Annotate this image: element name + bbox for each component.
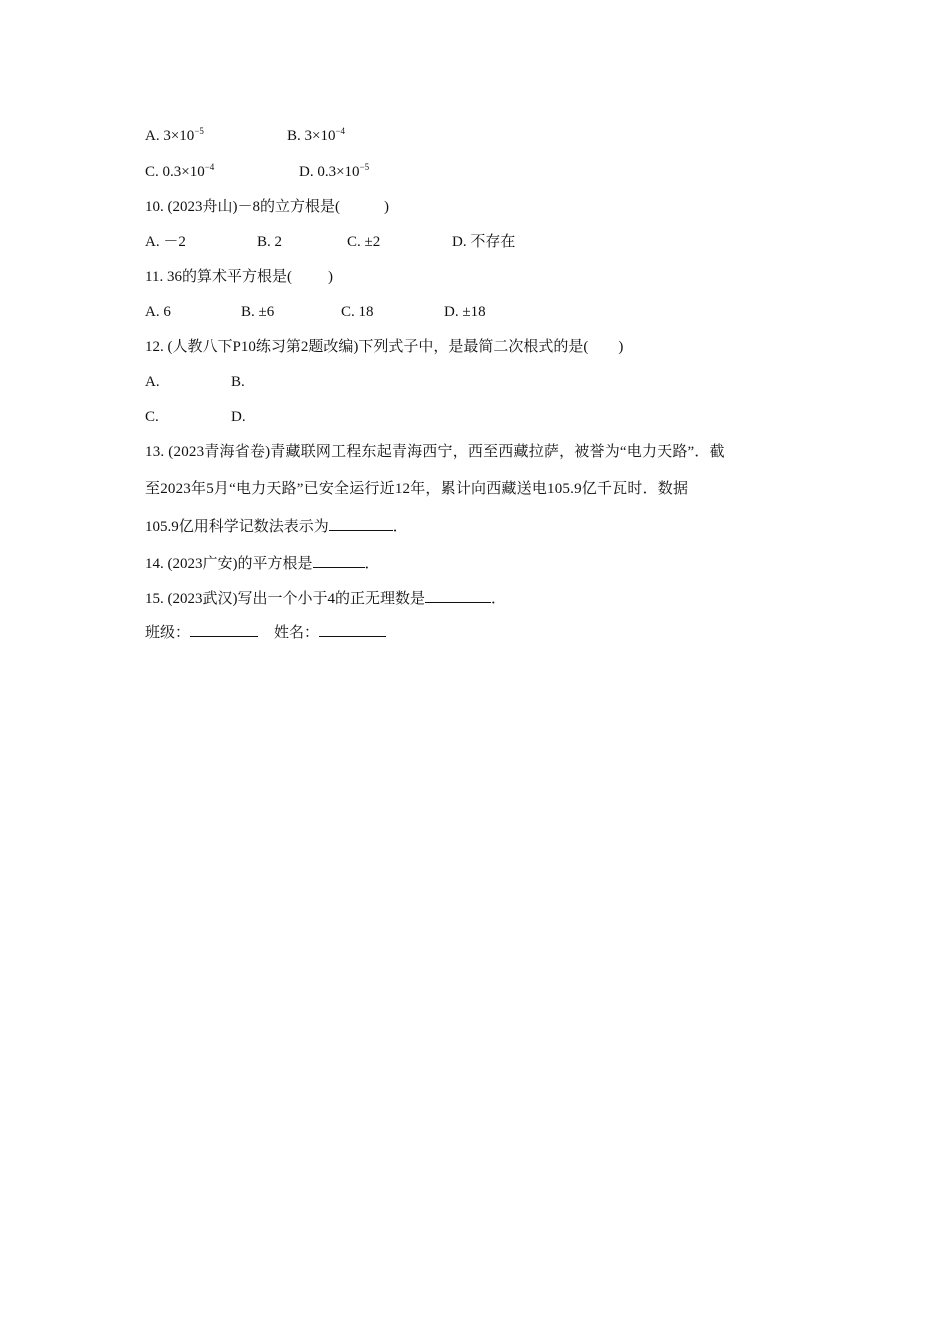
- q10-stem: [145, 196, 389, 218]
- period: ．: [364, 556, 380, 572]
- q15-stem: [145, 587, 506, 609]
- name-label: 姓名：: [274, 625, 320, 641]
- q9-option-a: [145, 125, 204, 147]
- q10-option-a: A. －2: [145, 234, 186, 250]
- close-paren: ): [327, 269, 333, 285]
- q13-line-1: [145, 441, 725, 463]
- class-field[interactable]: [190, 621, 258, 637]
- option-exponent: −5: [194, 126, 204, 136]
- q10-option-d: D. 不存在: [452, 234, 516, 250]
- student-info: [145, 621, 386, 643]
- q12-option-c: C.: [145, 409, 159, 425]
- option-exponent: −5: [359, 162, 370, 172]
- option-exponent: −4: [204, 162, 215, 172]
- question-text: 至2023年5月“电力天路”已安全运行近12年，累计向西藏送电105.9亿千瓦时．数据: [145, 481, 689, 497]
- q10-option-b: B. 2: [257, 234, 283, 250]
- q12-option-d: D.: [231, 409, 246, 425]
- period: ．: [491, 591, 507, 607]
- q14-stem: [145, 552, 380, 574]
- question-text: 14. (2023广安)的平方根是: [145, 556, 313, 572]
- option-label: B.: [287, 128, 301, 144]
- q12-option-b: B.: [231, 374, 245, 390]
- option-label: D.: [299, 164, 314, 180]
- option-label: C.: [145, 164, 159, 180]
- question-text: 12. (人教八下P10练习第2题改编)下列式子中，是最简二次根式的是(: [145, 339, 589, 355]
- period: ．: [392, 519, 408, 535]
- question-text: 15. (2023武汉)写出一个小于4的正无理数是: [145, 591, 425, 607]
- q10-option-c: C. ±2: [347, 234, 381, 250]
- name-field[interactable]: [319, 621, 386, 637]
- option-base: 3×10: [304, 128, 336, 144]
- q13-line-2: [145, 478, 688, 500]
- q11-option-d: D. ±18: [444, 304, 486, 320]
- q13-line-3: [145, 515, 408, 537]
- option-exponent: −4: [335, 126, 346, 136]
- q12-stem: [145, 336, 623, 358]
- option-base: 0.3×10: [162, 164, 205, 180]
- question-text: 105.9亿用科学记数法表示为: [145, 519, 329, 535]
- option-label: A.: [145, 128, 160, 144]
- close-paren: ): [384, 199, 389, 215]
- q11-option-b: B. ±6: [241, 304, 275, 320]
- close-paren: ): [618, 339, 624, 355]
- answer-blank[interactable]: [313, 552, 365, 568]
- answer-blank[interactable]: [425, 587, 491, 603]
- question-text: 13. (2023青海省卷)青藏联网工程东起青海西宁，西至西藏拉萨，被誉为“电力天路”．截: [145, 444, 725, 460]
- q12-option-a: A.: [145, 374, 160, 390]
- q9-option-d: [299, 161, 369, 183]
- question-text: 11. 36的算术平方根是(: [145, 269, 292, 285]
- option-base: 0.3×10: [317, 164, 360, 180]
- q11-stem: [145, 266, 333, 288]
- q9-option-b: [287, 125, 345, 147]
- class-label: 班级：: [145, 625, 191, 641]
- q9-option-c: [145, 161, 214, 183]
- question-text: 10. (2023舟山)－8的立方根是(: [145, 199, 340, 215]
- option-base: 3×10: [163, 128, 195, 144]
- answer-blank[interactable]: [329, 515, 393, 531]
- q11-option-c: C. 18: [341, 304, 374, 320]
- q11-option-a: A. 6: [145, 304, 171, 320]
